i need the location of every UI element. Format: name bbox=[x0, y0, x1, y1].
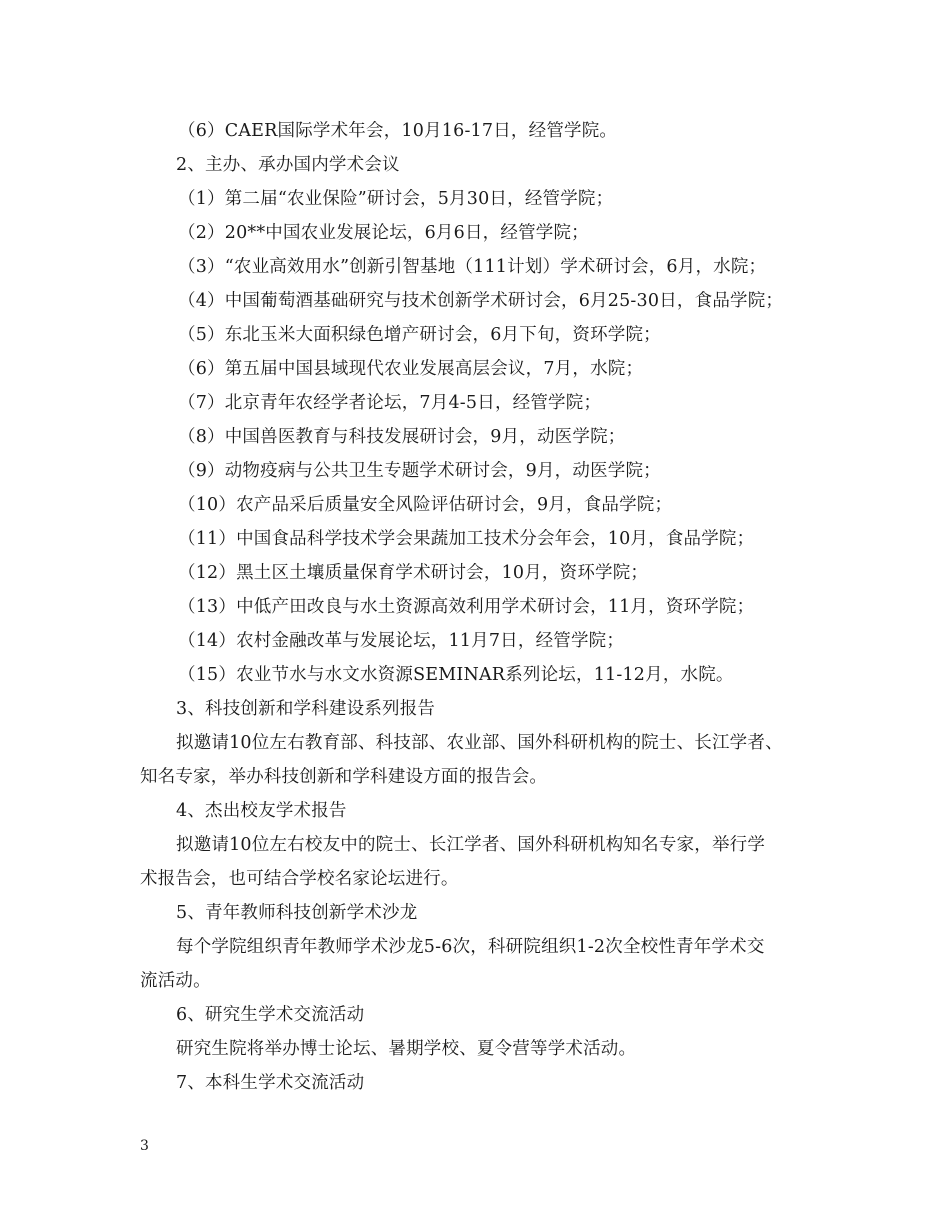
list-item-water-saving-seminar: （15）农业节水与水文水资源SEMINAR系列论坛，11-12月，水院。 bbox=[178, 665, 734, 685]
list-item-caer-conference: （6）CAER国际学术年会，10月16-17日，经管学院。 bbox=[178, 121, 618, 141]
section-heading-alumni-reports: 4、杰出校友学术报告 bbox=[176, 801, 347, 821]
section-heading-domestic-conferences: 2、主办、承办国内学术会议 bbox=[176, 155, 400, 175]
list-item-corn-yield-seminar: （5）东北玉米大面积绿色增产研讨会，6月下旬，资环学院； bbox=[178, 325, 661, 345]
list-item-agri-development-forum: （2）20**中国农业发展论坛，6月6日，经管学院； bbox=[178, 223, 589, 243]
list-item-wine-research-seminar: （4）中国葡萄酒基础研究与技术创新学术研讨会，6月25-30日，食品学院； bbox=[178, 291, 784, 311]
list-item-agri-insurance-seminar: （1）第二届“农业保险”研讨会，5月30日，经管学院； bbox=[178, 189, 614, 209]
list-item-county-agriculture-meeting: （6）第五届中国县域现代农业发展高层会议，7月，水院； bbox=[178, 359, 644, 379]
list-item-water-use-seminar: （3）“农业高效用水”创新引智基地（111计划）学术研讨会，6月，水院； bbox=[178, 257, 767, 277]
list-item-animal-disease-seminar: （9）动物疫病与公共卫生专题学术研讨会，9月，动医学院； bbox=[178, 461, 661, 481]
page-number: 3 bbox=[140, 1138, 149, 1154]
section-heading-young-faculty-salon: 5、青年教师科技创新学术沙龙 bbox=[176, 903, 418, 923]
list-item-low-yield-field-seminar: （13）中低产田改良与水土资源高效利用学术研讨会，11月，资环学院； bbox=[178, 597, 755, 617]
paragraph-line: 研究生院将举办博士论坛、暑期学校、夏令营等学术活动。 bbox=[176, 1039, 637, 1059]
paragraph-line: 拟邀请10位左右校友中的院士、长江学者、国外科研机构知名专家，举行学 bbox=[176, 835, 766, 855]
paragraph-line: 术报告会，也可结合学校名家论坛进行。 bbox=[140, 869, 459, 889]
list-item-black-soil-seminar: （12）黑土区土壤质量保育学术研讨会，10月，资环学院； bbox=[178, 563, 649, 583]
paragraph-line: 拟邀请10位左右教育部、科技部、农业部、国外科研机构的院士、长江学者、 bbox=[176, 733, 783, 753]
section-heading-graduate-exchange: 6、研究生学术交流活动 bbox=[176, 1005, 365, 1025]
paragraph-line: 知名专家，举办科技创新和学科建设方面的报告会。 bbox=[140, 767, 548, 787]
section-heading-undergraduate-exchange: 7、本科生学术交流活动 bbox=[176, 1073, 365, 1093]
section-heading-tech-innovation-reports: 3、科技创新和学科建设系列报告 bbox=[176, 699, 436, 719]
paragraph-line: 每个学院组织青年教师学术沙龙5-6次，科研院组织1-2次全校性青年学术交 bbox=[176, 937, 765, 957]
list-item-veterinary-education-seminar: （8）中国兽医教育与科技发展研讨会，9月，动医学院； bbox=[178, 427, 626, 447]
list-item-rural-finance-forum: （14）农村金融改革与发展论坛，11月7日，经管学院； bbox=[178, 631, 625, 651]
list-item-postharvest-quality-seminar: （10）农产品采后质量安全风险评估研讨会，9月，食品学院； bbox=[178, 495, 673, 515]
list-item-young-economists-forum: （7）北京青年农经学者论坛，7月4-5日，经管学院； bbox=[178, 393, 602, 413]
paragraph-line: 流活动。 bbox=[140, 971, 211, 991]
list-item-food-science-annual-meeting: （11）中国食品科学技术学会果蔬加工技术分会年会，10月，食品学院； bbox=[178, 529, 755, 549]
document-body bbox=[140, 114, 815, 1100]
